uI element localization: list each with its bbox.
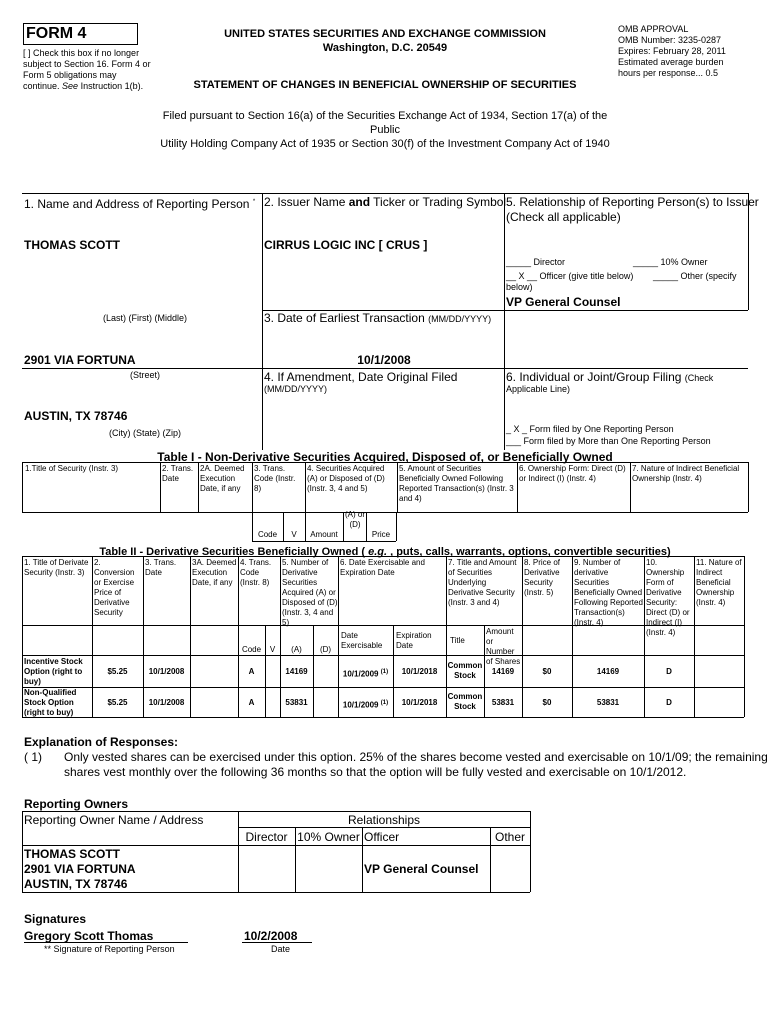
filed-line1: Filed pursuant to Section 16(a) of the Securities Exchange Act of 1934, Section 17(a) of the [162,110,608,122]
owners-col-name: Reporting Owner Name / Address [24,813,204,827]
grid-line [630,462,631,512]
omb-line3: Expires: February 28, 2011 [618,46,726,56]
t2-sub-expiration: Expiration Date [396,631,432,650]
t2-col3-header: 3. Trans. Date [145,558,177,577]
t2-col2-header: 2. Conversion or Exercise Price of Derivative Security [94,558,135,617]
box5-label2: (Check all applicable) [506,210,621,224]
owners-col-officer: Officer [364,830,400,844]
table2-title-eg: e.g. [368,546,388,558]
grid-line [160,462,161,512]
t2-col5-header: 5. Number of Derivative Securities Acquired (A) or Disposed of (D) (Instr. 3, 4 and 5) [282,558,338,627]
t2-row1-exercisable-date: 10/1/2009 [342,669,379,679]
box6-label [506,370,746,385]
signature-label: ** Signature of Reporting Person [44,944,175,954]
grid-line [22,845,530,846]
box1-mark: * [252,199,256,205]
t1-col4-header: 4. Securities Acquired (A) or Disposed of (D) (Instr. 3, 4 and 5) [307,464,385,493]
owners-heading: Reporting Owners [24,797,129,811]
box2-label-post: Ticker or Trading Symbol [370,195,507,209]
owner-street: 2901 VIA FORTUNA [24,862,136,876]
t2-col11-header: 11. Nature of Indirect Beneficial Ownership (Instr. 4) [696,558,742,607]
relationship-below: below) [506,282,533,292]
table2-title-post: , puts, calls, warrants, options, convertible securities) [387,546,671,558]
grid-line [694,556,695,717]
grid-line [265,625,266,717]
signature-name: Gregory Scott Thomas [24,929,154,943]
checkbox-instruction: Instruction 1(b). [80,81,144,91]
t2-row2-footnote: (1) [380,700,389,706]
grid-line [748,462,749,512]
signature-date-underline [242,942,312,943]
grid-line [397,462,398,512]
omb-line5: hours per response... 0.5 [618,68,719,78]
explanation-line2: shares vest monthly over the following 36 months so that the option will be fully vested and exercisable on 10/1/2012. [64,765,687,779]
checkbox-see: See [62,81,79,91]
t2-row2-under-title: Common Stock [447,692,483,711]
t1-sub-aord: (A) or (D) [345,510,365,529]
signatures-heading: Signatures [24,912,87,926]
t2-col3a-header: 3A. Deemed Execution Date, if any [192,558,237,587]
explanation-heading: Explanation of Responses: [24,735,179,749]
owner-name: THOMAS SCOTT [24,847,120,861]
t2-row1-date: 10/1/2008 [148,667,185,676]
t2-sub-amount: Amount or Number of Shares [486,627,521,666]
filed-pursuant [140,109,630,151]
omb-line1: OMB APPROVAL [618,24,689,34]
t2-sub-title: Title [450,636,465,645]
filing-option-one: _ X _ Form filed by One Reporting Person [506,424,674,434]
signature-date: 10/2/2008 [244,929,298,943]
reporting-person-name: THOMAS SCOTT [24,238,120,252]
officer-title: VP General Counsel [506,295,621,309]
t1-col2-header: 2. Trans. Date [162,464,194,483]
t2-row1-under-amount: 14169 [491,667,515,676]
relationship-officer: __ X __ Officer (give title below) [506,271,634,281]
t1-col7-header: 7. Nature of Indirect Beneficial Ownership (Instr. 4) [632,464,740,483]
t2-row1-form: D [666,667,672,676]
grid-line [280,556,281,717]
grid-line [22,512,748,513]
t2-row2-acquired: 53831 [285,698,308,707]
t2-col1-header: 1. Title of Derivate Security (Instr. 3) [24,558,89,577]
box4-label-small: (MM/DD/YYYY) [264,384,327,394]
t2-sub-exercisable: Date Exercisable [341,631,383,650]
issuer-name: CIRRUS LOGIC INC [ CRUS ] [264,238,428,252]
checkbox-note-text: [ ] Check this box if no longer subject to Section 16. Form 4 or Form 5 obligations may continue. [23,48,151,91]
filing-option-more: ___ Form filed by More than One Reporting Person [506,436,711,446]
t2-row2-deriv-price: $0 [542,698,552,707]
box4-label: 4. If Amendment, Date Original Filed [264,370,458,384]
t2-row2-date: 10/1/2008 [148,698,185,707]
t2-row1-deriv-price: $0 [542,667,552,676]
box6-label-small2: Applicable Line) [506,384,571,394]
grid-line [22,368,748,369]
relationship-other: _____ Other (specify [653,271,737,281]
grid-line [522,556,523,717]
t2-sub-d: (D) [319,645,332,654]
t2-row2-code: A [248,698,255,707]
grid-line [396,512,397,541]
form-title: FORM 4 [26,25,87,42]
filed-line2: Public [370,124,400,136]
street-value: 2901 VIA FORTUNA [24,353,136,367]
t2-sub-code: Code [241,645,262,654]
owner-city: AUSTIN, TX 78746 [24,877,128,891]
date-label: Date [271,944,291,954]
table2-title-pre: Table II - Derivative Securities Beneficially Owned ( [99,546,369,558]
grid-line [22,556,744,557]
relationship-director: _____ Director [506,257,566,267]
checkbox-note [23,48,151,92]
explanation-number: ( 1) [24,750,42,764]
grid-line [517,462,518,512]
grid-line [22,717,744,718]
grid-line [22,892,530,893]
t2-col10-header: 10. Ownership Form of Derivative Security: Direct (D) or Indirect (I) (Instr. 4) [646,558,690,637]
box5-label1: 5. Relationship of Reporting Person(s) to Issuer [506,195,759,209]
t1-col5-header: 5. Amount of Securities Beneficially Owned Following Reported Transaction(s) (Instr. 3 and 4) [399,464,514,503]
grid-line [22,687,744,688]
t2-row2-exercisable [338,698,393,711]
grid-line [305,462,306,512]
omb-approval [618,24,758,79]
city-value: AUSTIN, TX 78746 [24,409,128,423]
commission-line1: UNITED STATES SECURITIES AND EXCHANGE COMMISSION [224,28,546,40]
t2-row1-code: A [248,667,255,676]
owners-col-relationships: Relationships [347,813,421,827]
t2-row2-form: D [666,698,672,707]
owners-col-other: Other [494,830,525,844]
filed-line3: Utility Holding Company Act of 1935 or Section 30(f) of the Investment Company Act of 1940 [160,138,610,150]
box3-label-small: (MM/DD/YYYY) [428,314,492,324]
grid-line [362,827,363,892]
t1-sub-code: Code [257,530,278,539]
grid-line [504,193,505,450]
owner-officer-title: VP General Counsel [364,862,479,876]
t1-col6-header: 6. Ownership Form: Direct (D) or Indirect (I) (Instr. 4) [519,464,626,483]
signature-underline [24,942,188,943]
grid-line [572,556,573,717]
box2-label [264,195,506,210]
name-parts-label: (Last) (First) (Middle) [102,313,187,323]
box6-label-text: 6. Individual or Joint/Group Filing [506,370,682,384]
grid-line [644,556,645,717]
owners-col-ten-pct: 10% Owner [297,830,360,844]
t2-row1-acquired: 14169 [285,667,308,676]
grid-line [22,655,744,656]
t1-sub-v: V [291,530,297,539]
grid-line [143,556,144,717]
grid-line [238,556,239,717]
owners-col-director: Director [245,830,288,844]
t2-sub-v: V [269,645,276,654]
t2-row2-under-amount: 53831 [491,698,515,707]
grid-line [198,462,199,512]
t2-col8-header: 8. Price of Derivative Security (Instr. 5) [524,558,561,597]
grid-line [22,811,530,812]
t2-row1-title: Incentive Stock Option (right to buy) [24,657,83,686]
t2-row1-exercisable [338,667,393,680]
grid-line [343,512,344,541]
grid-line [22,193,748,194]
box1-label [24,195,255,212]
table1-title: Table I - Non-Derivative Securities Acquired, Disposed of, or Beneficially Owned [157,450,613,464]
t2-col9-header: 9. Number of derivative Securities Beneficially Owned Following Reported Transaction(s) (Instr. 4) [574,558,643,627]
t1-col1-header: 1.Title of Security (Instr. 3) [25,464,119,473]
explanation-line1: Only vested shares can be exercised under this option. 25% of the shares become vested and exercisable on 10/1/09; the remaining [64,750,768,764]
box3-label [264,311,491,326]
t2-row2-price: $5.25 [107,698,128,707]
commission-line2: Washington, D.C. 20549 [322,42,448,54]
grid-line [338,556,339,717]
grid-line [313,625,314,717]
city-label: (City) (State) (Zip) [109,428,181,438]
grid-line [92,556,93,717]
t1-sub-price: Price [371,530,391,539]
statement-title: STATEMENT OF CHANGES IN BENEFICIAL OWNERSHIP OF SECURITIES [193,79,577,91]
grid-line [252,462,253,512]
t1-col3-header: 3. Trans. Code (Instr. 8) [254,464,296,493]
earliest-transaction-date: 10/1/2008 [357,353,411,367]
t1-sub-amount: Amount [310,530,338,539]
grid-line [22,462,23,512]
t2-row2-owned: 53831 [596,698,620,707]
t1-col2a-header: 2A. Deemed Execution Date, if any [200,464,245,493]
t2-col7-header: 7. Title and Amount of Securities Underlying Derivative Security (Instr. 3 and 4) [448,558,517,607]
t2-row2-expiration: 10/1/2018 [401,698,438,707]
omb-line2: OMB Number: 3235-0287 [618,35,722,45]
grid-line [748,193,749,310]
box2-label-pre: 2. Issuer Name [264,195,349,209]
t2-row2-exercisable-date: 10/1/2009 [342,700,379,710]
t2-col4-header: 4. Trans. Code (Instr. 8) [240,558,272,587]
t2-row1-price: $5.25 [107,667,128,676]
grid-line [262,193,263,450]
grid-line [190,556,191,717]
t2-sub-a: (A) [291,645,302,654]
grid-line [530,811,531,892]
grid-line [744,556,745,717]
t2-row1-under-title: Common Stock [447,661,483,680]
grid-line [22,556,23,717]
t2-row2-title: Non-Qualified Stock Option (right to buy) [24,688,77,717]
grid-line [22,811,23,892]
t2-row1-owned: 14169 [596,667,620,676]
box6-label-small1: (Check [684,373,714,383]
grid-line [252,541,396,542]
box3-label-text: 3. Date of Earliest Transaction [264,311,425,325]
box1-label-text: 1. Name and Address of Reporting Person [24,197,250,211]
box2-label-and: and [348,195,371,209]
omb-line4: Estimated average burden [618,57,724,67]
relationship-ten-pct: _____ 10% Owner [633,257,708,267]
t2-row1-footnote: (1) [380,669,389,675]
t2-row1-expiration: 10/1/2018 [401,667,438,676]
t2-col6-header: 6. Date Exercisable and Expiration Date [340,558,425,577]
grid-line [22,462,748,463]
street-label: (Street) [129,370,160,380]
